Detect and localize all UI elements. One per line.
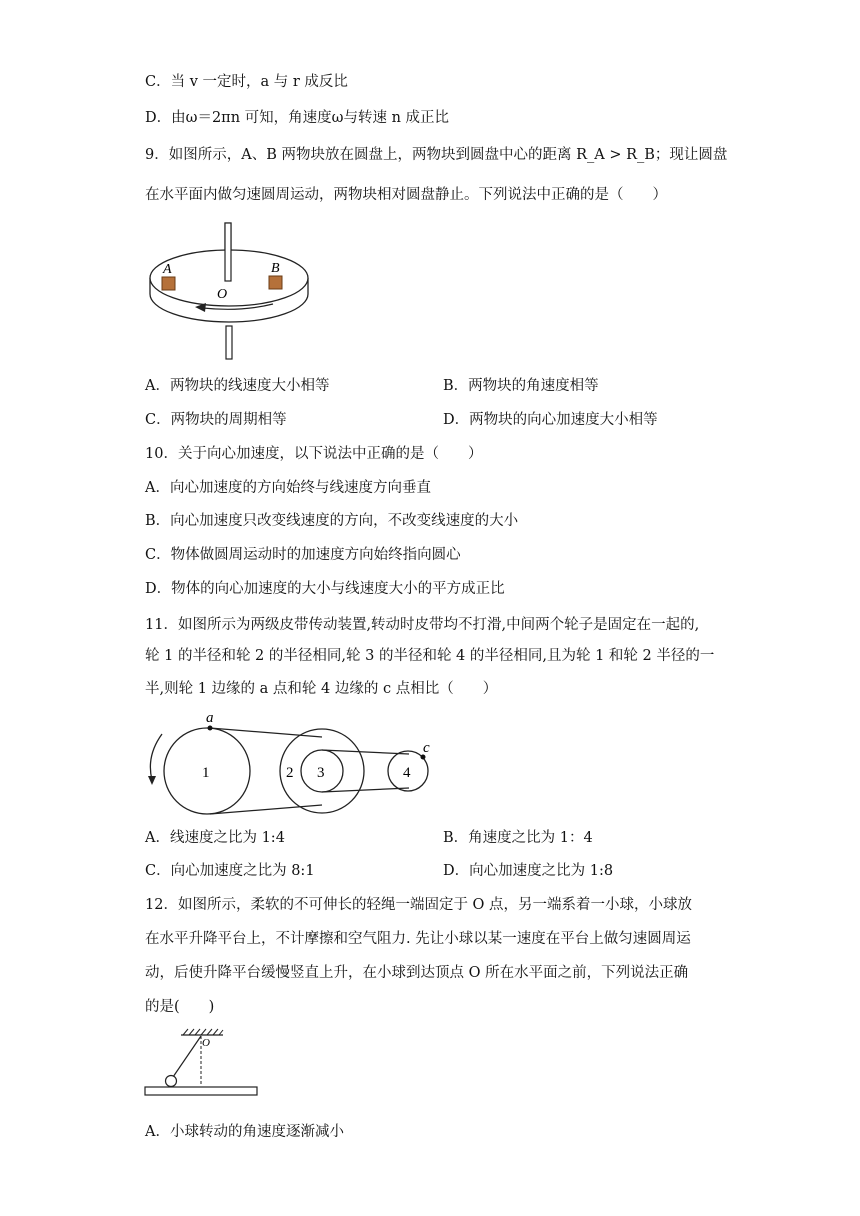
block-a	[162, 277, 175, 290]
wheel-4-label: 4	[403, 765, 411, 781]
ball	[166, 1076, 177, 1087]
q10-option-d: D．物体的向心加速度的大小与线速度大小的平方成正比	[145, 581, 505, 597]
q9-disc-figure	[145, 220, 315, 362]
q11-stem-line3: 半,则轮 1 边缘的 a 点和轮 4 边缘的 c 点相比（ ）	[145, 681, 498, 697]
q11-option-d: D．向心加速度之比为 1:8	[443, 863, 614, 879]
q11-option-b: B．角速度之比为 1：4	[443, 830, 593, 846]
wheel-2-label: 2	[286, 765, 294, 781]
q12-stem-line4: 的是( )	[145, 999, 215, 1015]
q10-option-a: A．向心加速度的方向始终与线速度方向垂直	[145, 480, 431, 496]
wheel-1-label: 1	[202, 765, 210, 781]
rotation-arrow	[150, 734, 162, 780]
q9-option-b: B．两物块的角速度相等	[443, 378, 599, 394]
q12-pendulum-figure	[143, 1026, 261, 1102]
wheel-3-label: 3	[317, 765, 325, 781]
q12-option-a: A．小球转动的角速度逐渐减小	[145, 1124, 344, 1140]
q11-belt-drive-figure	[140, 708, 440, 823]
block-b	[269, 276, 282, 289]
q10-option-c: C．物体做圆周运动时的加速度方向始终指向圆心	[145, 547, 461, 563]
q11-stem-line2: 轮 1 的半径和轮 2 的半径相同,轮 3 的半径和轮 4 的半径相同,且为轮 1 和轮 2 半径的一	[145, 648, 715, 664]
q8-option-c: C．当 v 一定时，a 与 r 成反比	[145, 74, 348, 90]
q9-option-d: D．两物块的向心加速度大小相等	[443, 412, 658, 428]
rope	[173, 1036, 201, 1077]
label-a: a	[206, 710, 214, 726]
label-o: O	[202, 1037, 210, 1049]
q12-stem-line2: 在水平升降平台上，不计摩擦和空气阻力. 先让小球以某一速度在平台上做匀速圆周运	[145, 931, 691, 947]
platform	[145, 1087, 257, 1095]
q9-option-a: A．两物块的线速度大小相等	[145, 378, 330, 394]
q10-option-b: B．向心加速度只改变线速度的方向，不改变线速度的大小	[145, 513, 519, 529]
label-a: A	[163, 262, 172, 277]
q9-option-c: C．两物块的周期相等	[145, 412, 287, 428]
q11-option-a: A．线速度之比为 1:4	[145, 830, 285, 846]
q12-stem-line3: 动，后使升降平台缓慢竖直上升，在小球到达顶点 O 所在水平面之前，下列说法正确	[145, 965, 689, 981]
q9-stem-line2: 在水平面内做匀速圆周运动，两物块相对圆盘静止。下列说法中正确的是（ ）	[145, 187, 667, 203]
q12-stem-line1: 12．如图所示，柔软的不可伸长的轻绳一端固定于 O 点，另一端系着一小球，小球放	[145, 897, 693, 913]
label-c: c	[423, 740, 430, 756]
q10-stem: 10．关于向心加速度，以下说法中正确的是（ ）	[145, 446, 483, 462]
label-o: O	[217, 287, 228, 302]
label-b: B	[271, 261, 280, 276]
q9-stem-line1: 9．如图所示，A、B 两物块放在圆盘上，两物块到圆盘中心的距离 R_A > R_B；现让圆盘	[145, 147, 728, 163]
q8-option-d: D．由ω＝2πn 可知，角速度ω与转速 n 成正比	[145, 110, 450, 126]
q11-option-c: C．向心加速度之比为 8:1	[145, 863, 315, 879]
q11-stem-line1: 11．如图所示为两级皮带传动装置,转动时皮带均不打滑,中间两个轮子是固定在一起的,	[145, 617, 700, 633]
point-a	[208, 726, 213, 731]
